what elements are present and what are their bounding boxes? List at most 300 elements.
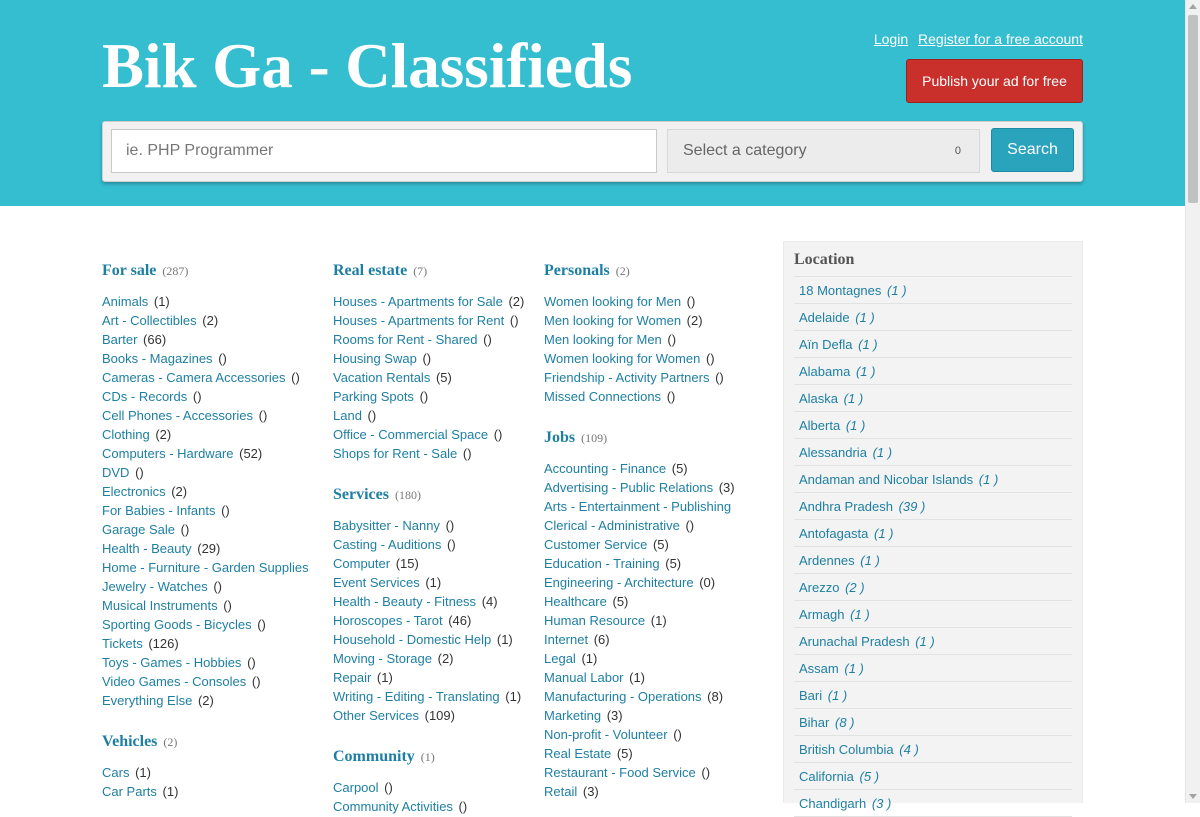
location-link-18-montagnes[interactable]: 18 Montagnes	[799, 283, 882, 298]
subcategory-link-babysitter-nanny[interactable]: Babysitter - Nanny	[333, 518, 440, 533]
subcategory-item	[544, 573, 740, 592]
subcategory-link-garage-sale[interactable]: Garage Sale	[102, 522, 175, 537]
location-count: (1 )	[858, 337, 878, 352]
subcategory-count: (1)	[581, 651, 598, 666]
subcategory-count: (66)	[143, 332, 167, 347]
category-count: (7)	[413, 264, 428, 278]
subcategory-link-casting-auditions[interactable]: Casting - Auditions	[333, 537, 442, 552]
subcategory-item	[102, 539, 312, 558]
subcategory-link-houses-apartments-for-sale[interactable]: Houses - Apartments for Sale	[333, 294, 503, 309]
location-item	[794, 682, 1072, 709]
location-count: (1 )	[872, 445, 893, 460]
subcategory-link-home-furniture-garden-supplies[interactable]: Home - Furniture - Garden Supplies	[102, 560, 309, 575]
subcategory-item	[544, 782, 740, 801]
subcategory-item	[333, 330, 543, 349]
subcategory-item	[544, 516, 740, 535]
subcategory-count: (1)	[153, 294, 170, 309]
subcategory-link-video-games-consoles[interactable]: Video Games - Consoles	[102, 674, 247, 689]
subcategory-link-cameras-camera-accessories[interactable]: Cameras - Camera Accessories	[102, 370, 286, 385]
location-link-arezzo[interactable]: Arezzo	[799, 580, 840, 595]
subcategory-link-cell-phones-accessories[interactable]: Cell Phones - Accessories	[102, 408, 254, 423]
subcategory-link-advertising-public-relations[interactable]: Advertising - Public Relations	[544, 480, 714, 495]
subcategory-link-musical-instruments[interactable]: Musical Instruments	[102, 598, 218, 613]
subcategory-count: ()	[705, 351, 715, 366]
subcategory-count: (2)	[508, 294, 525, 309]
subcategory-item	[333, 516, 543, 535]
category-heading-personals[interactable]	[544, 262, 740, 282]
subcategory-item	[102, 672, 312, 691]
location-count: (8 )	[834, 715, 855, 730]
subcategory-link-manual-labor[interactable]: Manual Labor	[544, 670, 624, 685]
subcategory-count: ()	[258, 408, 268, 423]
category-count: (2)	[163, 735, 178, 749]
subcategory-count: (0)	[699, 575, 716, 590]
category-heading-label[interactable]: Services	[333, 486, 389, 503]
location-link-a-n-defla[interactable]: Aïn Defla	[799, 337, 853, 352]
location-panel	[783, 241, 1083, 811]
subcategory-item	[333, 292, 543, 311]
subcategory-count: (1)	[505, 689, 522, 704]
location-item	[794, 547, 1072, 574]
subcategory-item	[333, 406, 543, 425]
subcategory-item	[102, 634, 312, 653]
location-count: (1 )	[874, 526, 894, 541]
subcategory-item	[333, 535, 543, 554]
subcategory-count: (3)	[718, 480, 735, 495]
subcategory-item	[544, 611, 740, 630]
category-count: (287)	[162, 264, 189, 278]
category-heading-label[interactable]: For sale	[102, 262, 157, 279]
subcategory-item	[544, 368, 740, 387]
subcategory-count: (1)	[496, 632, 513, 647]
scroll-up-arrow-icon[interactable]	[1189, 4, 1197, 9]
subcategory-link-arts-entertainment-publishing[interactable]: Arts - Entertainment - Publishing	[544, 499, 732, 514]
subcategory-count: (1)	[629, 670, 646, 685]
subcategory-count: (2)	[171, 484, 188, 499]
subcategory-count: ()	[445, 518, 455, 533]
subcategory-item	[544, 311, 740, 330]
location-link-assam[interactable]: Assam	[799, 661, 839, 676]
subcategory-item	[102, 349, 312, 368]
subcategory-link-non-profit-volunteer[interactable]: Non-profit - Volunteer	[544, 727, 668, 742]
category-heading-label[interactable]: Real estate	[333, 262, 408, 279]
subcategory-count: ()	[384, 780, 393, 795]
subcategory-count: ()	[483, 332, 492, 347]
location-link-chandigarh[interactable]: Chandigarh	[799, 796, 867, 811]
subcategory-link-other-services[interactable]: Other Services	[333, 708, 419, 723]
location-count: (1 )	[843, 391, 864, 406]
subcategory-link-healthcare[interactable]: Healthcare	[544, 594, 607, 609]
location-item	[794, 466, 1072, 493]
location-count: (3 )	[871, 796, 892, 811]
subcategory-count: ()	[667, 332, 677, 347]
subcategory-link-event-services[interactable]: Event Services	[333, 575, 420, 590]
subcategory-link-parking-spots[interactable]: Parking Spots	[333, 389, 414, 404]
subcategory-link-women-looking-for-men[interactable]: Women looking for Men	[544, 294, 682, 309]
category-heading-services[interactable]	[333, 486, 543, 506]
category-count: (180)	[394, 488, 421, 502]
login-link[interactable]: Login	[873, 31, 909, 47]
subcategory-item	[544, 387, 740, 406]
subcategory-item	[333, 687, 543, 706]
subcategory-link-health-beauty-fitness[interactable]: Health - Beauty - Fitness	[333, 594, 477, 609]
subcategory-count: (2)	[202, 313, 219, 328]
category-heading-label[interactable]: Vehicles	[102, 733, 158, 750]
subcategory-count: (5)	[616, 746, 633, 761]
location-link-bihar[interactable]: Bihar	[799, 715, 830, 730]
subcategory-item	[333, 706, 543, 725]
subcategory-link-retail[interactable]: Retail	[544, 784, 578, 799]
location-link-british-columbia[interactable]: British Columbia	[799, 742, 894, 757]
subcategory-count: ()	[666, 389, 676, 404]
location-count: (1 )	[855, 310, 875, 325]
subcategory-item	[333, 778, 543, 797]
subcategory-count: (109)	[424, 708, 455, 723]
location-link-alabama[interactable]: Alabama	[799, 364, 851, 379]
subcategory-count: (5)	[612, 594, 629, 609]
subcategory-link-marketing[interactable]: Marketing	[544, 708, 602, 723]
subcategory-item	[102, 520, 312, 539]
subcategory-link-houses-apartments-for-rent[interactable]: Houses - Apartments for Rent	[333, 313, 505, 328]
subcategory-link-office-commercial-space[interactable]: Office - Commercial Space	[333, 427, 489, 442]
subcategory-item	[544, 744, 740, 763]
location-count: (1 )	[915, 634, 935, 649]
location-link-ardennes[interactable]: Ardennes	[799, 553, 855, 568]
subcategory-count: (2)	[197, 693, 214, 708]
subcategory-item	[102, 368, 312, 387]
location-link-armagh[interactable]: Armagh	[799, 607, 845, 622]
category-select-label: Select a category	[683, 142, 807, 159]
location-count: (2 )	[845, 580, 865, 595]
subcategory-link-housing-swap[interactable]: Housing Swap	[333, 351, 417, 366]
subcategory-count: (5)	[665, 556, 682, 571]
subcategory-link-car-parts[interactable]: Car Parts	[102, 784, 157, 799]
location-item	[794, 493, 1072, 520]
location-count: (39 )	[898, 499, 926, 514]
subcategory-link-computers-hardware[interactable]: Computers - Hardware	[102, 446, 234, 461]
subcategory-count: (4)	[481, 594, 498, 609]
subcategory-link-accounting-finance[interactable]: Accounting - Finance	[544, 461, 667, 476]
subcategory-link-cds-records[interactable]: CDs - Records	[102, 389, 188, 404]
subcategory-item	[544, 763, 740, 782]
subcategory-count: ()	[509, 313, 519, 328]
subcategory-count: ()	[685, 518, 695, 533]
subcategory-item	[102, 387, 312, 406]
subcategory-count: (15)	[395, 556, 419, 571]
category-count: (1)	[420, 750, 435, 764]
subcategory-link-repair[interactable]: Repair	[333, 670, 372, 685]
subcategory-item	[544, 630, 740, 649]
subcategory-item	[544, 649, 740, 668]
subcategory-link-art-collectibles[interactable]: Art - Collectibles	[102, 313, 197, 328]
subcategory-link-tickets[interactable]: Tickets	[102, 636, 143, 651]
subcategory-count: ()	[223, 598, 232, 613]
subcategory-item	[102, 763, 312, 782]
subcategory-count: (1)	[650, 613, 667, 628]
subcategory-link-customer-service[interactable]: Customer Service	[544, 537, 648, 552]
subcategory-item	[544, 478, 740, 497]
subcategory-link-vacation-rentals[interactable]: Vacation Rentals	[333, 370, 431, 385]
subcategory-item	[544, 535, 740, 554]
search-input[interactable]: ie. PHP Programmer	[111, 129, 657, 173]
subcategory-item	[544, 497, 740, 516]
subcategory-count: (5)	[435, 370, 452, 385]
subcategory-count: (2)	[437, 651, 454, 666]
subcategory-item	[102, 596, 312, 615]
subcategory-link-writing-editing-translating[interactable]: Writing - Editing - Translating	[333, 689, 500, 704]
category-select[interactable]	[667, 129, 980, 173]
subcategory-item	[102, 425, 312, 444]
subcategory-link-everything-else[interactable]: Everything Else	[102, 693, 193, 708]
subcategory-count: (2)	[686, 313, 703, 328]
location-count: (4 )	[899, 742, 919, 757]
subcategory-item	[333, 368, 543, 387]
scrollbar-thumb[interactable]	[1188, 15, 1198, 203]
location-item	[794, 628, 1072, 655]
subcategory-count: (5)	[671, 461, 688, 476]
subcategory-link-jewelry-watches[interactable]: Jewelry - Watches	[102, 579, 208, 594]
subcategory-item	[544, 554, 740, 573]
subcategory-link-friendship-activity-partners[interactable]: Friendship - Activity Partners	[544, 370, 710, 385]
location-count: (1 )	[827, 688, 848, 703]
location-link-alaska[interactable]: Alaska	[799, 391, 839, 406]
category-heading-label[interactable]: Community	[333, 748, 415, 765]
subcategory-count: ()	[291, 370, 300, 385]
subcategory-item	[544, 349, 740, 368]
subcategory-item	[333, 311, 543, 330]
subcategory-link-horoscopes-tarot[interactable]: Horoscopes - Tarot	[333, 613, 443, 628]
subcategory-link-books-magazines[interactable]: Books - Magazines	[102, 351, 213, 366]
subcategory-link-household-domestic-help[interactable]: Household - Domestic Help	[333, 632, 492, 647]
location-link-adelaide[interactable]: Adelaide	[799, 310, 850, 325]
subcategory-item	[102, 653, 312, 672]
subcategory-item	[102, 444, 312, 463]
subcategory-item	[102, 482, 312, 501]
subcategory-count: ()	[221, 503, 230, 518]
subcategory-count: ()	[462, 446, 472, 461]
subcategory-count: (1)	[376, 670, 393, 685]
subcategory-count: (5)	[652, 537, 669, 552]
subcategory-item	[102, 406, 312, 425]
search-bar	[102, 121, 1083, 182]
subcategory-link-clothing[interactable]: Clothing	[102, 427, 150, 442]
category-count: (2)	[615, 264, 630, 278]
category-heading-for-sale[interactable]	[102, 262, 312, 282]
location-item	[794, 439, 1072, 466]
subcategory-link-shops-for-rent-sale[interactable]: Shops for Rent - Sale	[333, 446, 458, 461]
subcategory-item	[333, 649, 543, 668]
subcategory-count: ()	[192, 389, 202, 404]
subcategory-item	[333, 611, 543, 630]
register-link[interactable]: Register for a free account	[918, 31, 1083, 47]
subcategory-item	[102, 615, 312, 634]
subcategory-item	[544, 292, 740, 311]
category-heading-real-estate[interactable]	[333, 262, 543, 282]
category-column-2	[333, 262, 543, 816]
subcategory-item	[102, 691, 312, 710]
subcategory-count: ()	[180, 522, 190, 537]
subcategory-count: ()	[701, 765, 711, 780]
subcategory-link-clerical-administrative[interactable]: Clerical - Administrative	[544, 518, 680, 533]
location-item	[794, 601, 1072, 628]
subcategory-item	[333, 387, 543, 406]
account-links	[868, 31, 1083, 47]
subcategory-link-restaurant-food-service[interactable]: Restaurant - Food Service	[544, 765, 696, 780]
subcategory-item	[102, 577, 312, 596]
subcategory-item	[102, 501, 312, 520]
subcategory-link-legal[interactable]: Legal	[544, 651, 576, 666]
location-item	[794, 709, 1072, 736]
subcategory-count: ()	[673, 727, 682, 742]
subcategory-count: (29)	[197, 541, 221, 556]
location-item	[794, 358, 1072, 385]
subcategory-count: ()	[493, 427, 503, 442]
location-item	[794, 655, 1072, 682]
subcategory-item	[544, 706, 740, 725]
subcategory-link-real-estate[interactable]: Real Estate	[544, 746, 612, 761]
page-scrollbar[interactable]	[1185, 0, 1200, 803]
subcategory-count: ()	[458, 799, 468, 814]
subcategory-count: ()	[715, 370, 724, 385]
subcategory-link-moving-storage[interactable]: Moving - Storage	[333, 651, 432, 666]
subcategory-count: (6)	[593, 632, 610, 647]
subcategory-link-for-babies-infants[interactable]: For Babies - Infants	[102, 503, 216, 518]
subcategory-item	[102, 330, 312, 349]
location-item	[794, 790, 1072, 817]
subcategory-link-missed-connections[interactable]: Missed Connections	[544, 389, 662, 404]
subcategory-count: ()	[686, 294, 696, 309]
subcategory-count: ()	[422, 351, 432, 366]
subcategory-link-men-looking-for-women[interactable]: Men looking for Women	[544, 313, 682, 328]
subcategory-link-rooms-for-rent-shared[interactable]: Rooms for Rent - Shared	[333, 332, 478, 347]
subcategory-count: ()	[367, 408, 377, 423]
category-heading-community[interactable]	[333, 748, 543, 768]
location-link-bari[interactable]: Bari	[799, 688, 823, 703]
subcategory-count: ()	[257, 617, 266, 632]
subcategory-link-health-beauty[interactable]: Health - Beauty	[102, 541, 192, 556]
subcategory-link-dvd[interactable]: DVD	[102, 465, 130, 480]
location-count: (1 )	[844, 661, 864, 676]
subcategory-item	[333, 797, 543, 816]
subcategory-count: (126)	[148, 636, 179, 651]
category-heading-vehicles[interactable]	[102, 733, 312, 753]
subcategory-link-carpool[interactable]: Carpool	[333, 780, 379, 795]
location-link-california[interactable]: California	[799, 769, 854, 784]
site-header	[0, 0, 1185, 206]
location-item	[794, 412, 1072, 439]
subcategory-item	[544, 330, 740, 349]
location-link-andhra-pradesh[interactable]: Andhra Pradesh	[799, 499, 893, 514]
subcategory-link-toys-games-hobbies[interactable]: Toys - Games - Hobbies	[102, 655, 242, 670]
subcategory-link-men-looking-for-men[interactable]: Men looking for Men	[544, 332, 662, 347]
category-count: (109)	[581, 431, 608, 445]
subcategory-item	[544, 592, 740, 611]
subcategory-item	[544, 668, 740, 687]
dropdown-caret-icon: 0	[954, 145, 961, 157]
location-item	[794, 520, 1072, 547]
location-item	[794, 277, 1072, 304]
category-heading-label[interactable]: Personals	[544, 262, 610, 279]
subcategory-item	[333, 668, 543, 687]
location-title: Location	[794, 242, 1072, 277]
location-item	[794, 574, 1072, 601]
location-link-andaman-and-nicobar-islands[interactable]: Andaman and Nicobar Islands	[799, 472, 974, 487]
subcategory-item	[333, 592, 543, 611]
location-count: (5 )	[859, 769, 880, 784]
search-button[interactable]: Search	[991, 128, 1074, 172]
subcategory-count: (1)	[425, 575, 442, 590]
subcategory-link-community-activities[interactable]: Community Activities	[333, 799, 453, 814]
subcategory-count: ()	[419, 389, 429, 404]
subcategory-count: ()	[447, 537, 456, 552]
subcategory-item	[333, 573, 543, 592]
subcategory-count: (8)	[707, 689, 724, 704]
location-count: (1 )	[978, 472, 999, 487]
subcategory-item	[102, 782, 312, 801]
subcategory-link-barter[interactable]: Barter	[102, 332, 138, 347]
location-count: (1 )	[845, 418, 866, 433]
subcategory-link-sporting-goods-bicycles[interactable]: Sporting Goods - Bicycles	[102, 617, 252, 632]
subcategory-item	[102, 463, 312, 482]
subcategory-link-land[interactable]: Land	[333, 408, 362, 423]
subcategory-link-manufacturing-operations[interactable]: Manufacturing - Operations	[544, 689, 702, 704]
subcategory-count: ()	[218, 351, 227, 366]
publish-ad-button[interactable]: Publish your ad for free	[906, 59, 1083, 103]
subcategory-link-women-looking-for-women[interactable]: Women looking for Women	[544, 351, 701, 366]
site-logo[interactable]: Bik Ga - Classifieds	[102, 31, 633, 101]
subcategory-item	[544, 459, 740, 478]
subcategory-link-engineering-architecture[interactable]: Engineering - Architecture	[544, 575, 694, 590]
subcategory-count: (46)	[448, 613, 472, 628]
subcategory-count: (1)	[162, 784, 179, 799]
subcategory-link-computer[interactable]: Computer	[333, 556, 391, 571]
location-link-arunachal-pradesh[interactable]: Arunachal Pradesh	[799, 634, 910, 649]
location-link-antofagasta[interactable]: Antofagasta	[799, 526, 869, 541]
subcategory-link-education-training[interactable]: Education - Training	[544, 556, 660, 571]
location-list	[794, 277, 1072, 817]
subcategory-count: (52)	[239, 446, 263, 461]
subcategory-item	[544, 725, 740, 744]
subcategory-item	[333, 444, 543, 463]
location-link-alessandria[interactable]: Alessandria	[799, 445, 867, 460]
subcategory-link-internet[interactable]: Internet	[544, 632, 589, 647]
scroll-down-arrow-icon[interactable]	[1189, 794, 1197, 799]
subcategory-link-animals[interactable]: Animals	[102, 294, 149, 309]
subcategory-count: (3)	[582, 784, 599, 799]
location-item	[794, 736, 1072, 763]
category-heading-jobs[interactable]	[544, 429, 740, 449]
subcategory-item	[333, 349, 543, 368]
subcategory-item	[333, 425, 543, 444]
subcategory-count: ()	[213, 579, 223, 594]
subcategory-link-cars[interactable]: Cars	[102, 765, 130, 780]
category-column-1	[102, 262, 312, 801]
location-item	[794, 304, 1072, 331]
location-count: (1 )	[850, 607, 870, 622]
subcategory-count: (2)	[155, 427, 172, 442]
subcategory-link-human-resource[interactable]: Human Resource	[544, 613, 646, 628]
subcategory-count: (3)	[606, 708, 623, 723]
subcategory-count: (1)	[135, 765, 151, 780]
subcategory-count: ()	[251, 674, 261, 689]
category-heading-label[interactable]: Jobs	[544, 429, 576, 446]
location-link-alberta[interactable]: Alberta	[799, 418, 841, 433]
location-item	[794, 763, 1072, 790]
category-column-3	[544, 262, 740, 801]
subcategory-link-electronics[interactable]: Electronics	[102, 484, 166, 499]
subcategory-item	[102, 292, 312, 311]
location-count: (1 )	[887, 283, 907, 298]
